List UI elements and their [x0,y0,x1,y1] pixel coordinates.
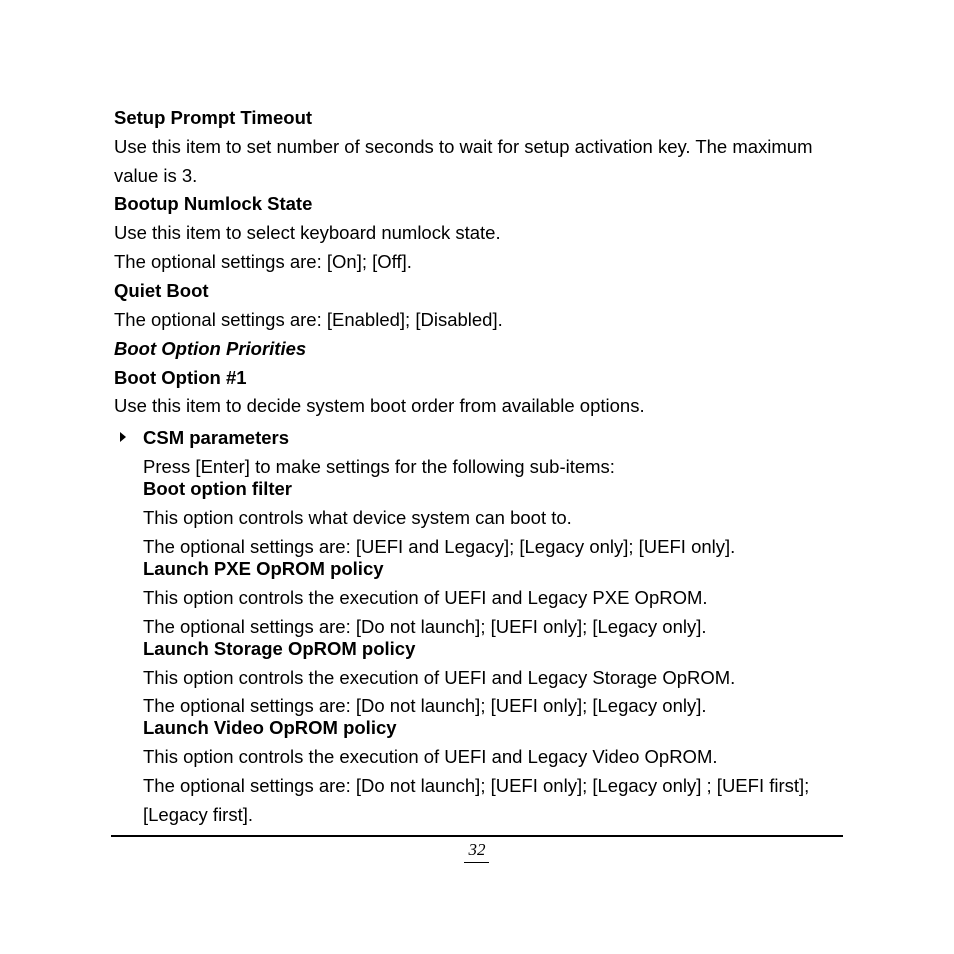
boot-option-filter-options: The optional settings are: [UEFI and Legacy]; [Legacy only]; [UEFI only]. [143,536,736,557]
launch-video-oprom-policy-text: This option controls the execution of UEFI and Legacy Video OpROM. [143,746,718,767]
boot-option-priorities-heading: Boot Option Priorities [114,338,307,359]
launch-video-oprom-policy-heading: Launch Video OpROM policy [143,717,397,738]
launch-pxe-oprom-policy-text: This option controls the execution of UEFI and Legacy PXE OpROM. [143,587,708,608]
quiet-boot-heading: Quiet Boot [114,280,209,301]
setup-prompt-timeout-text: Use this item to set number of seconds to wait for setup activation key. The maximum [114,136,813,157]
page-number: 32 [468,840,486,859]
quiet-boot-options: The optional settings are: [Enabled]; [Disabled]. [114,309,503,330]
setup-prompt-timeout-text-2: value is 3. [114,165,198,186]
csm-parameters-text: Press [Enter] to make settings for the following sub-items: [143,456,615,477]
launch-storage-oprom-policy-options: The optional settings are: [Do not launch]; [UEFI only]; [Legacy only]. [143,695,707,716]
triangle-bullet-icon [120,432,126,442]
launch-storage-oprom-policy-heading: Launch Storage OpROM policy [143,638,416,659]
csm-parameters-heading: CSM parameters [143,427,290,448]
bootup-numlock-state-options: The optional settings are: [On]; [Off]. [114,251,412,272]
launch-video-oprom-policy-options: The optional settings are: [Do not launch]; [UEFI only]; [Legacy only] ; [UEFI first]; [143,775,810,796]
setup-prompt-timeout-heading: Setup Prompt Timeout [114,107,313,128]
launch-pxe-oprom-policy-heading: Launch PXE OpROM policy [143,558,384,579]
bootup-numlock-state-text: Use this item to select keyboard numlock state. [114,222,501,243]
boot-option-1-heading: Boot Option #1 [114,367,247,388]
boot-option-1-text: Use this item to decide system boot order from available options. [114,395,645,416]
boot-option-filter-heading: Boot option filter [143,478,292,499]
launch-storage-oprom-policy-text: This option controls the execution of UEFI and Legacy Storage OpROM. [143,667,736,688]
boot-option-filter-text: This option controls what device system can boot to. [143,507,572,528]
footer-divider [111,835,843,837]
launch-video-oprom-policy-options-2: [Legacy first]. [143,804,254,825]
launch-pxe-oprom-policy-options: The optional settings are: [Do not launch]; [UEFI only]; [Legacy only]. [143,616,707,637]
bootup-numlock-state-heading: Bootup Numlock State [114,193,313,214]
page-number-underline [464,862,489,863]
